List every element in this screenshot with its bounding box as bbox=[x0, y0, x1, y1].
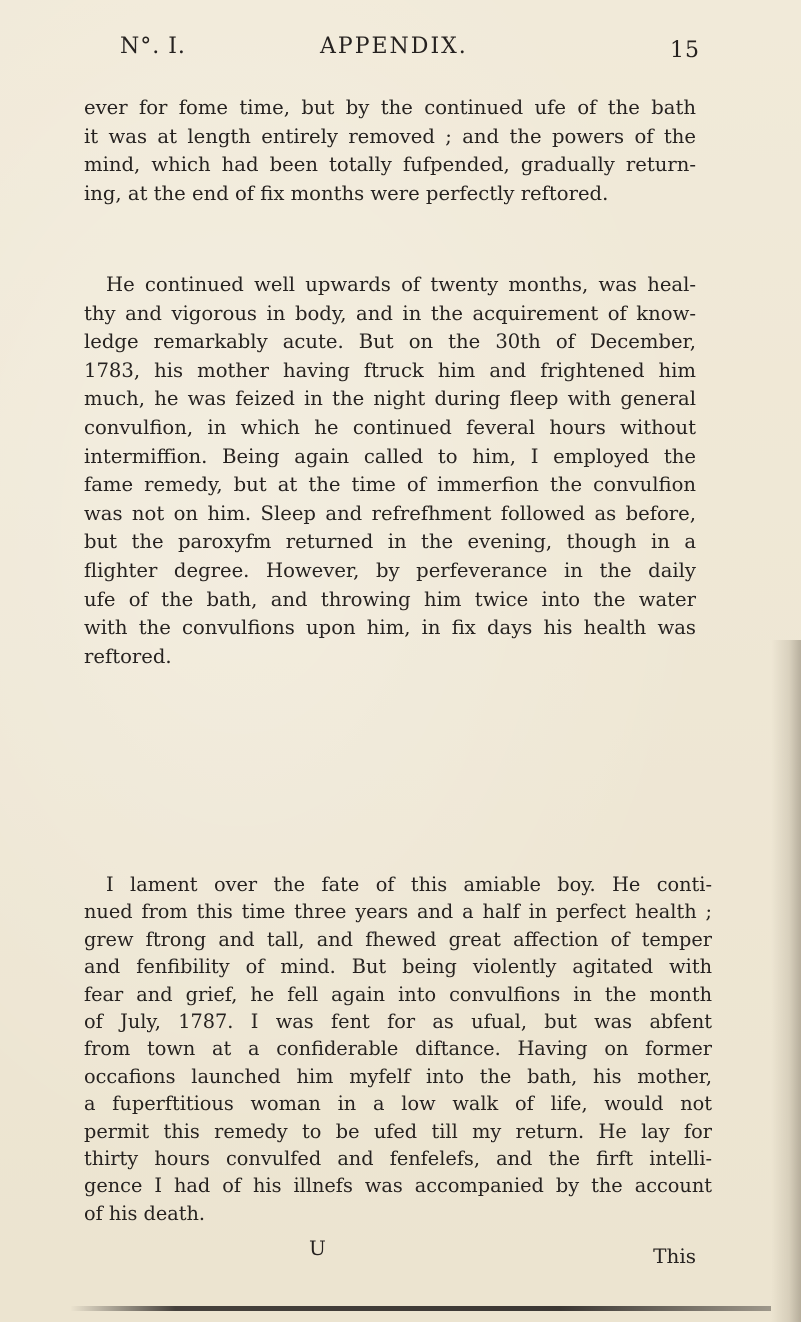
text-line: nued from this time three years and a half in perfect health ; bbox=[84, 900, 712, 924]
text-line: I lament over the fate of this amiable boy. He conti- bbox=[106, 873, 712, 896]
text-line: convulfion, in which he continued feveral hours without bbox=[84, 415, 696, 439]
text-line: from town at a confiderable diftance. Having on former bbox=[84, 1037, 712, 1061]
paragraph-3 bbox=[84, 871, 712, 1227]
paragraph-1 bbox=[84, 94, 696, 208]
text-line: thy and vigorous in body, and in the acquirement of know- bbox=[84, 301, 696, 325]
text-line: a fuperftitious woman in a low walk of life, would not bbox=[84, 1092, 712, 1116]
text-line: reftored. bbox=[84, 644, 172, 668]
text-line: ufe of the bath, and throwing him twice into the water bbox=[84, 587, 696, 611]
bottom-edge-shadow bbox=[70, 1306, 771, 1311]
text-line: ledge remarkably acute. But on the 30th of December, bbox=[84, 330, 696, 354]
text-line: mind, which had been totally fufpended, gradually return- bbox=[84, 153, 696, 177]
text-line: fame remedy, but at the time of immerfion the convulfion bbox=[84, 473, 696, 497]
text-line: but the paroxyfm returned in the evening, though in a bbox=[84, 530, 696, 554]
text-line: gence I had of his illnefs was accompanied by the account bbox=[84, 1174, 712, 1198]
text-line: and fenfibility of mind. But being violently agitated with bbox=[84, 955, 712, 979]
page-edge-shadow bbox=[771, 640, 801, 1322]
signature-mark: U bbox=[309, 1236, 326, 1260]
text-line: 1783, his mother having ftruck him and frightened him bbox=[84, 358, 696, 382]
page-footer bbox=[84, 1236, 696, 1276]
text-line: it was at length entirely removed ; and the powers of the bbox=[84, 124, 696, 148]
text-line: ing, at the end of fix months were perfectly reftored. bbox=[84, 181, 609, 205]
text-line: ever for fome time, but by the continued ufe of the bath bbox=[84, 96, 696, 119]
text-line: intermiffion. Being again called to him, I employed the bbox=[84, 444, 696, 468]
text-line: occafions launched him myfelf into the bath, his mother, bbox=[84, 1064, 712, 1088]
text-line: He continued well upwards of twenty months, was heal- bbox=[106, 273, 696, 296]
text-line: permit this remedy to be ufed till my return. He lay for bbox=[84, 1119, 712, 1143]
catchword: This bbox=[653, 1244, 696, 1268]
text-line: with the convulfions upon him, in fix days his health was bbox=[84, 616, 696, 640]
text-line: grew ftrong and tall, and fhewed great affection of temper bbox=[84, 927, 712, 951]
text-line: was not on him. Sleep and refrefhment followed as before, bbox=[84, 501, 696, 525]
paragraph-2 bbox=[84, 271, 696, 671]
text-line: flighter degree. However, by perfeverance in the daily bbox=[84, 558, 696, 582]
text-line: much, he was feized in the night during fleep with general bbox=[84, 387, 696, 411]
running-header bbox=[120, 34, 700, 68]
text-line: fear and grief, he fell again into convulfions in the month bbox=[84, 982, 712, 1006]
text-line: of his death. bbox=[84, 1201, 206, 1225]
text-line: of July, 1787. I was fent for as ufual, but was abfent bbox=[84, 1010, 712, 1034]
page-number: 15 bbox=[670, 38, 700, 63]
appendix-number: N°. I. bbox=[120, 34, 186, 59]
text-line: thirty hours convulfed and fenfelefs, and the firft intelli- bbox=[84, 1147, 712, 1171]
running-title: APPENDIX. bbox=[320, 34, 468, 59]
